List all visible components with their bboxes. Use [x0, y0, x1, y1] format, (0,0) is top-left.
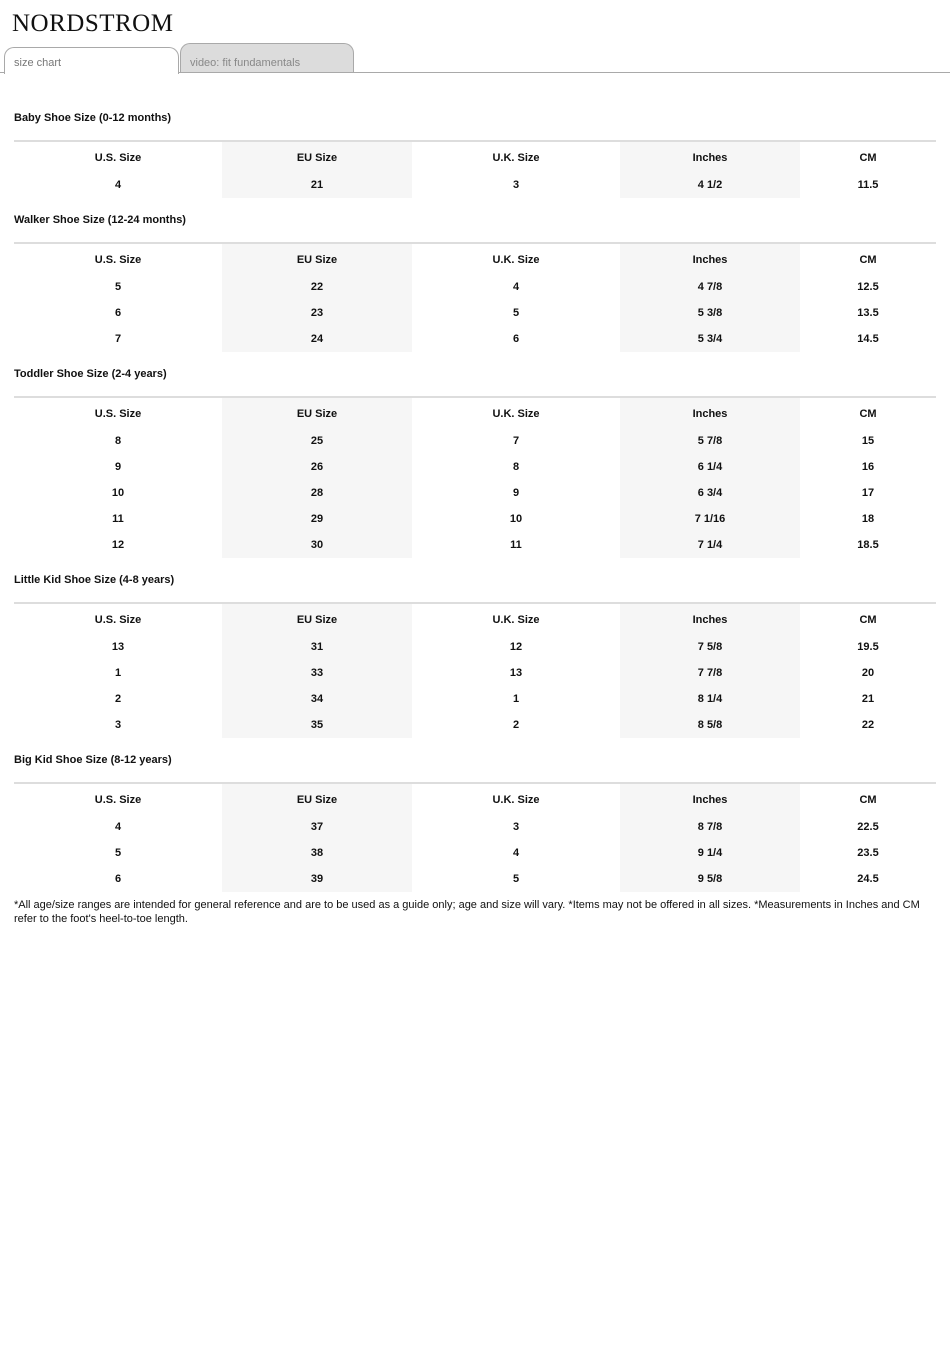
cell-u-k-size: 3	[512, 179, 520, 191]
section-title: Walker Shoe Size (12-24 months)	[14, 214, 186, 226]
cell-inches: 7 1/16	[620, 506, 800, 532]
cell-eu-size: 29	[222, 506, 412, 532]
cell-eu-size: 39	[222, 866, 412, 892]
cell-u-k-size: 7	[512, 435, 520, 447]
cell-u-s-size: 9	[114, 461, 122, 473]
cell-u-k-size: 5	[512, 307, 520, 319]
cell-eu-size: 34	[222, 686, 412, 712]
cell-inches: 9 5/8	[620, 866, 800, 892]
cell-cm: 21	[861, 693, 875, 705]
section-title: Big Kid Shoe Size (8-12 years)	[14, 754, 172, 766]
cell-u-k-size: 6	[512, 333, 520, 345]
cell-u-k-size: 3	[512, 821, 520, 833]
cell-cm: 24.5	[857, 873, 879, 885]
section-title: Baby Shoe Size (0-12 months)	[14, 112, 172, 124]
cell-u-k-size: 9	[512, 487, 520, 499]
cell-cm: 17	[861, 487, 875, 499]
cell-u-s-size: 4	[114, 179, 122, 191]
cell-inches: 5 3/8	[620, 300, 800, 326]
table-row	[14, 300, 936, 326]
size-section-little-kid-shoe-size	[14, 572, 936, 738]
cell-u-s-size: 5	[114, 847, 122, 859]
cell-cm: 20	[861, 667, 875, 679]
table-row	[14, 634, 936, 660]
cell-u-k-size: 11	[510, 539, 522, 551]
column-header-eu-size: EU Size	[222, 603, 412, 634]
column-header-u-k-size: U.K. Size	[492, 152, 540, 164]
column-header-u-k-size: U.K. Size	[492, 408, 540, 420]
cell-u-s-size: 13	[111, 641, 125, 653]
table-header-row	[14, 141, 936, 172]
cell-u-s-size: 3	[114, 719, 122, 731]
size-table	[14, 602, 936, 738]
table-row	[14, 686, 936, 712]
column-header-eu-size: EU Size	[222, 783, 412, 814]
cell-inches: 7 7/8	[620, 660, 800, 686]
column-header-cm: CM	[859, 614, 877, 626]
cell-inches: 9 1/4	[620, 840, 800, 866]
column-header-cm: CM	[859, 794, 877, 806]
cell-u-k-size: 5	[512, 873, 520, 885]
tab-size-chart[interactable]: size chart	[4, 47, 179, 74]
section-title: Little Kid Shoe Size (4-8 years)	[14, 574, 175, 586]
table-row	[14, 428, 936, 454]
table-row	[14, 454, 936, 480]
cell-u-s-size: 7	[114, 333, 122, 345]
column-header-eu-size: EU Size	[222, 397, 412, 428]
column-header-u-s-size: U.S. Size	[94, 614, 142, 626]
column-header-cm: CM	[859, 152, 877, 164]
column-header-inches: Inches	[620, 141, 800, 172]
cell-u-k-size: 2	[512, 719, 520, 731]
tab-video-fit-fundamentals[interactable]: video: fit fundamentals	[180, 43, 354, 73]
cell-eu-size: 30	[222, 532, 412, 558]
cell-u-s-size: 6	[114, 873, 122, 885]
cell-inches: 7 1/4	[620, 532, 800, 558]
size-table	[14, 396, 936, 558]
cell-u-k-size: 4	[512, 847, 520, 859]
size-chart-content	[14, 96, 936, 926]
tab-bar	[0, 42, 950, 74]
cell-u-s-size: 4	[114, 821, 122, 833]
cell-inches: 8 1/4	[620, 686, 800, 712]
cell-u-s-size: 8	[114, 435, 122, 447]
cell-cm: 18.5	[857, 539, 879, 551]
cell-u-s-size: 2	[114, 693, 122, 705]
cell-inches: 7 5/8	[620, 634, 800, 660]
cell-eu-size: 38	[222, 840, 412, 866]
cell-cm: 23.5	[857, 847, 879, 859]
table-header-row	[14, 783, 936, 814]
cell-eu-size: 35	[222, 712, 412, 738]
column-header-cm: CM	[859, 408, 877, 420]
column-header-inches: Inches	[620, 603, 800, 634]
column-header-inches: Inches	[620, 783, 800, 814]
cell-eu-size: 37	[222, 814, 412, 840]
size-section-toddler-shoe-size	[14, 366, 936, 558]
table-row	[14, 660, 936, 686]
cell-eu-size: 26	[222, 454, 412, 480]
size-table	[14, 242, 936, 352]
table-row	[14, 840, 936, 866]
cell-cm: 14.5	[857, 333, 879, 345]
cell-eu-size: 31	[222, 634, 412, 660]
table-row	[14, 532, 936, 558]
size-section-walker-shoe-size	[14, 212, 936, 352]
cell-u-k-size: 4	[512, 281, 520, 293]
column-header-u-k-size: U.K. Size	[492, 794, 540, 806]
table-row	[14, 866, 936, 892]
table-row	[14, 480, 936, 506]
cell-eu-size: 22	[222, 274, 412, 300]
cell-cm: 15	[861, 435, 875, 447]
cell-u-s-size: 10	[111, 487, 125, 499]
cell-inches: 4 7/8	[620, 274, 800, 300]
cell-u-k-size: 1	[512, 693, 520, 705]
cell-cm: 12.5	[857, 281, 879, 293]
cell-cm: 11.5	[857, 179, 879, 191]
cell-inches: 4 1/2	[620, 172, 800, 198]
column-header-eu-size: EU Size	[222, 243, 412, 274]
cell-eu-size: 23	[222, 300, 412, 326]
cell-inches: 6 1/4	[620, 454, 800, 480]
cell-u-k-size: 8	[512, 461, 520, 473]
table-row	[14, 814, 936, 840]
size-table	[14, 140, 936, 198]
size-section-big-kid-shoe-size	[14, 752, 936, 892]
cell-u-s-size: 12	[111, 539, 125, 551]
cell-cm: 16	[861, 461, 875, 473]
column-header-inches: Inches	[620, 397, 800, 428]
column-header-u-s-size: U.S. Size	[94, 794, 142, 806]
column-header-u-s-size: U.S. Size	[94, 152, 142, 164]
size-table	[14, 782, 936, 892]
table-header-row	[14, 603, 936, 634]
table-row	[14, 172, 936, 198]
cell-cm: 22.5	[857, 821, 879, 833]
column-header-u-k-size: U.K. Size	[492, 614, 540, 626]
table-row	[14, 506, 936, 532]
cell-cm: 22	[861, 719, 875, 731]
cell-eu-size: 28	[222, 480, 412, 506]
cell-eu-size: 33	[222, 660, 412, 686]
cell-inches: 8 7/8	[620, 814, 800, 840]
cell-u-s-size: 5	[114, 281, 122, 293]
cell-eu-size: 25	[222, 428, 412, 454]
cell-u-k-size: 12	[509, 641, 523, 653]
table-header-row	[14, 243, 936, 274]
table-row	[14, 326, 936, 352]
cell-u-s-size: 6	[114, 307, 122, 319]
cell-cm: 18	[861, 513, 875, 525]
section-title: Toddler Shoe Size (2-4 years)	[14, 368, 167, 380]
column-header-u-s-size: U.S. Size	[94, 408, 142, 420]
cell-inches: 5 3/4	[620, 326, 800, 352]
column-header-eu-size: EU Size	[222, 141, 412, 172]
size-section-baby-shoe-size	[14, 110, 936, 198]
column-header-u-k-size: U.K. Size	[492, 254, 540, 266]
cell-inches: 6 3/4	[620, 480, 800, 506]
cell-u-s-size: 1	[114, 667, 122, 679]
table-row	[14, 274, 936, 300]
cell-inches: 5 7/8	[620, 428, 800, 454]
cell-u-k-size: 13	[509, 667, 523, 679]
cell-inches: 8 5/8	[620, 712, 800, 738]
table-header-row	[14, 397, 936, 428]
cell-cm: 19.5	[857, 641, 879, 653]
cell-eu-size: 21	[222, 172, 412, 198]
cell-cm: 13.5	[857, 307, 879, 319]
footnote: *All age/size ranges are intended for general reference and are to be used as a guide only; age and size will vary. *Items may not be offered in all sizes. *Measurements in Inches and CM refer to the foot's heel-to-toe length.	[14, 899, 920, 925]
column-header-inches: Inches	[620, 243, 800, 274]
cell-u-s-size: 11	[112, 513, 124, 525]
cell-u-k-size: 10	[509, 513, 523, 525]
column-header-u-s-size: U.S. Size	[94, 254, 142, 266]
nordstrom-logo: NORDSTROM	[12, 10, 174, 37]
cell-eu-size: 24	[222, 326, 412, 352]
table-row	[14, 712, 936, 738]
column-header-cm: CM	[859, 254, 877, 266]
